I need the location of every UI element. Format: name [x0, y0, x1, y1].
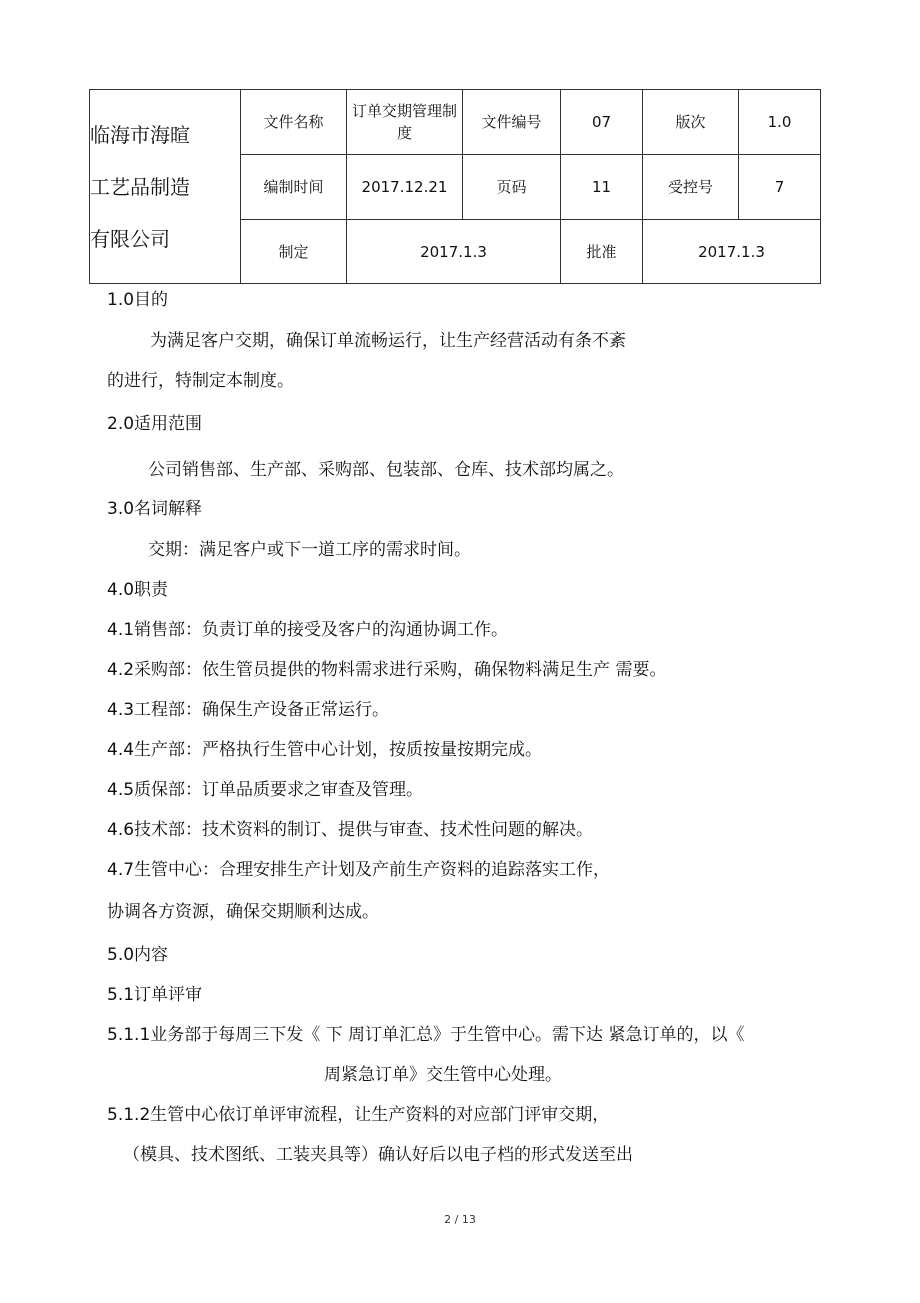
- paragraph-line: （模具、技术图纸、工装夹具等）确认好后以电子档的形式发送至出: [123, 1145, 633, 1165]
- section-heading: 3.0名词解释: [107, 499, 203, 519]
- paragraph-line: 的进行，特制定本制度。: [107, 371, 294, 391]
- paragraph-line: 4.6技术部：技术资料的制订、提供与审查、技术性问题的解决。: [107, 820, 594, 840]
- section-heading: 2.0适用范围: [107, 414, 203, 434]
- compile-time-label: 编制时间: [241, 155, 347, 220]
- prepared-label: 制定: [241, 220, 347, 284]
- section-heading: 1.0目的: [107, 290, 169, 310]
- paragraph-line: 交期：满足客户或下一道工序的需求时间。: [148, 540, 471, 560]
- paragraph-line: 4.2采购部：依生管员提供的物料需求进行采购，确保物料满足生产 需要。: [107, 660, 667, 680]
- doc-name-value: 订单交期管理制度: [347, 90, 463, 155]
- company-name-line: 工艺品制造: [90, 174, 190, 199]
- page-value: 11: [561, 155, 643, 220]
- paragraph-line: 4.5质保部：订单品质要求之审查及管理。: [107, 780, 424, 800]
- approved-label: 批准: [561, 220, 643, 284]
- doc-name-label: 文件名称: [241, 90, 347, 155]
- compile-time-value: 2017.12.21: [347, 155, 463, 220]
- version-label: 版次: [643, 90, 739, 155]
- company-name-line: 临海市海暄: [90, 122, 190, 147]
- page-label: 页码: [463, 155, 561, 220]
- paragraph-line: 为满足客户交期，确保订单流畅运行，让生产经营活动有条不紊: [150, 331, 626, 351]
- paragraph-line: 4.1销售部：负责订单的接受及客户的沟通协调工作。: [107, 620, 509, 640]
- section-heading: 5.0内容: [107, 945, 169, 965]
- paragraph-line: 4.4生产部：严格执行生管中心计划，按质按量按期完成。: [107, 740, 543, 760]
- prepared-value: 2017.1.3: [347, 220, 561, 284]
- paragraph-line: 周紧急订单》交生管中心处理。: [324, 1065, 562, 1085]
- paragraph-line: 协调各方资源，确保交期顺利达成。: [107, 902, 379, 922]
- paragraph-line: 5.1.2生管中心依订单评审流程，让生产资料的对应部门评审交期，: [107, 1105, 610, 1125]
- paragraph-line: 4.7生管中心：合理安排生产计划及产前生产资料的追踪落实工作，: [107, 860, 611, 880]
- page-number: 2 / 13: [444, 1213, 476, 1226]
- paragraph-line: 公司销售部、生产部、采购部、包装部、仓库、技术部均属之。: [148, 460, 624, 480]
- version-value: 1.0: [739, 90, 821, 155]
- approved-value: 2017.1.3: [643, 220, 821, 284]
- paragraph-line: 5.1.1业务部于每周三下发《 下 周订单汇总》于生管中心。需下达 紧急订单的，以《: [107, 1025, 745, 1045]
- doc-no-value: 07: [561, 90, 643, 155]
- company-name-line: 有限公司: [90, 226, 170, 251]
- section-heading: 5.1订单评审: [107, 985, 203, 1005]
- control-no-label: 受控号: [643, 155, 739, 220]
- paragraph-line: 4.3工程部：确保生产设备正常运行。: [107, 700, 390, 720]
- doc-no-label: 文件编号: [463, 90, 561, 155]
- control-no-value: 7: [739, 155, 821, 220]
- document-header-table: [89, 89, 821, 284]
- section-heading: 4.0职责: [107, 580, 169, 600]
- company-name: [90, 90, 241, 284]
